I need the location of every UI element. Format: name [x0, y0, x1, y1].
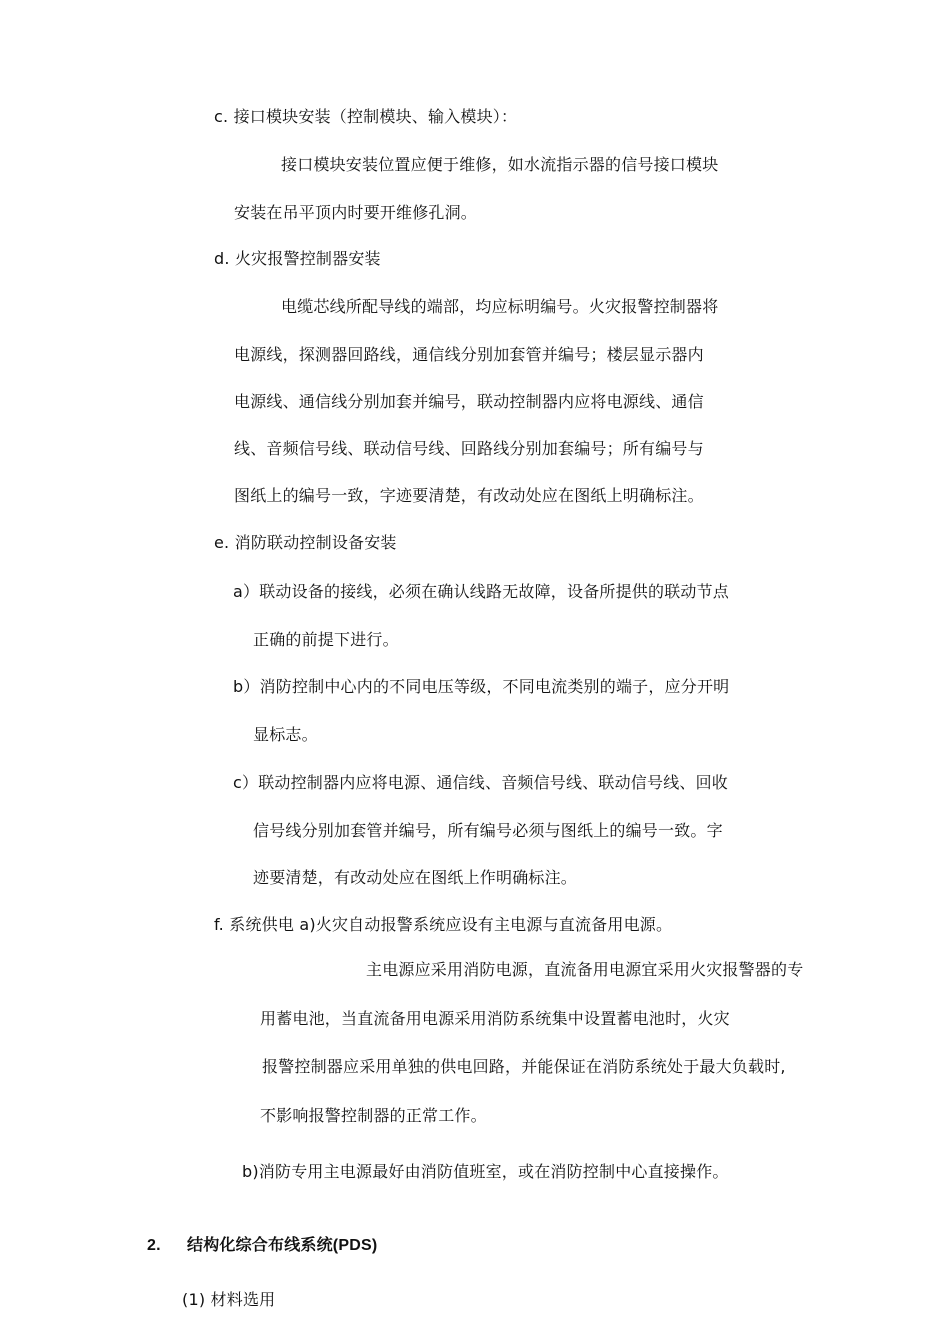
section-2-title: 结构化综合布线系统(PDS) [187, 1237, 378, 1254]
section-d-heading: d. 火灾报警控制器安装 [214, 249, 381, 268]
section-d-paragraph-line: 电源线、通信线分别加套并编号，联动控制器内应将电源线、通信 [234, 392, 704, 411]
section-e-item-b-line: 显标志。 [253, 725, 318, 744]
section-c-paragraph-line: 安装在吊平顶内时要开维修孔洞。 [234, 203, 478, 222]
section-e-item-a-line: 正确的前提下进行。 [253, 630, 399, 649]
section-e-item-c-line: c）联动控制器内应将电源、通信线、音频信号线、联动信号线、回收 [233, 773, 728, 792]
section-2-subheading: (1) 材料选用 [182, 1290, 276, 1309]
section-f-paragraph-line: 主电源应采用消防电源，直流备用电源宜采用火灾报警器的专 [366, 960, 804, 979]
section-2-number: 2. [147, 1237, 161, 1254]
section-c-heading: c. 接口模块安装（控制模块、输入模块）： [214, 107, 518, 126]
section-e-item-b-line: b）消防控制中心内的不同电压等级，不同电流类别的端子，应分开明 [233, 677, 730, 696]
section-d-paragraph-line: 电缆芯线所配导线的端部，均应标明编号。火灾报警控制器将 [281, 297, 719, 316]
section-d-paragraph-line: 图纸上的编号一致，字迹要清楚，有改动处应在图纸上明确标注。 [234, 486, 704, 505]
section-d-paragraph-line: 线、音频信号线、联动信号线、回路线分别加套编号；所有编号与 [234, 439, 704, 458]
section-e-item-a-line: a）联动设备的接线，必须在确认线路无故障，设备所提供的联动节点 [233, 582, 730, 601]
section-d-paragraph-line: 电源线，探测器回路线，通信线分别加套管并编号；楼层显示器内 [234, 345, 704, 364]
section-f-paragraph-line: 用蓄电池，当直流备用电源采用消防系统集中设置蓄电池时，火灾 [260, 1009, 730, 1028]
section-f-heading: f. 系统供电 a)火灾自动报警系统应设有主电源与直流备用电源。 [214, 915, 673, 934]
section-e-heading: e. 消防联动控制设备安装 [214, 533, 397, 552]
section-f-paragraph-line: 报警控制器应采用单独的供电回路，并能保证在消防系统处于最大负载时, [262, 1057, 786, 1076]
section-e-item-c-line: 迹要清楚，有改动处应在图纸上作明确标注。 [253, 868, 578, 887]
section-f-item-b: b)消防专用主电源最好由消防值班室，或在消防控制中心直接操作。 [242, 1162, 729, 1181]
section-c-paragraph-line: 接口模块安装位置应便于维修，如水流指示器的信号接口模块 [281, 155, 719, 174]
section-e-item-c-line: 信号线分别加套管并编号，所有编号必须与图纸上的编号一致。字 [253, 821, 723, 840]
section-f-paragraph-line: 不影响报警控制器的正常工作。 [260, 1106, 487, 1125]
